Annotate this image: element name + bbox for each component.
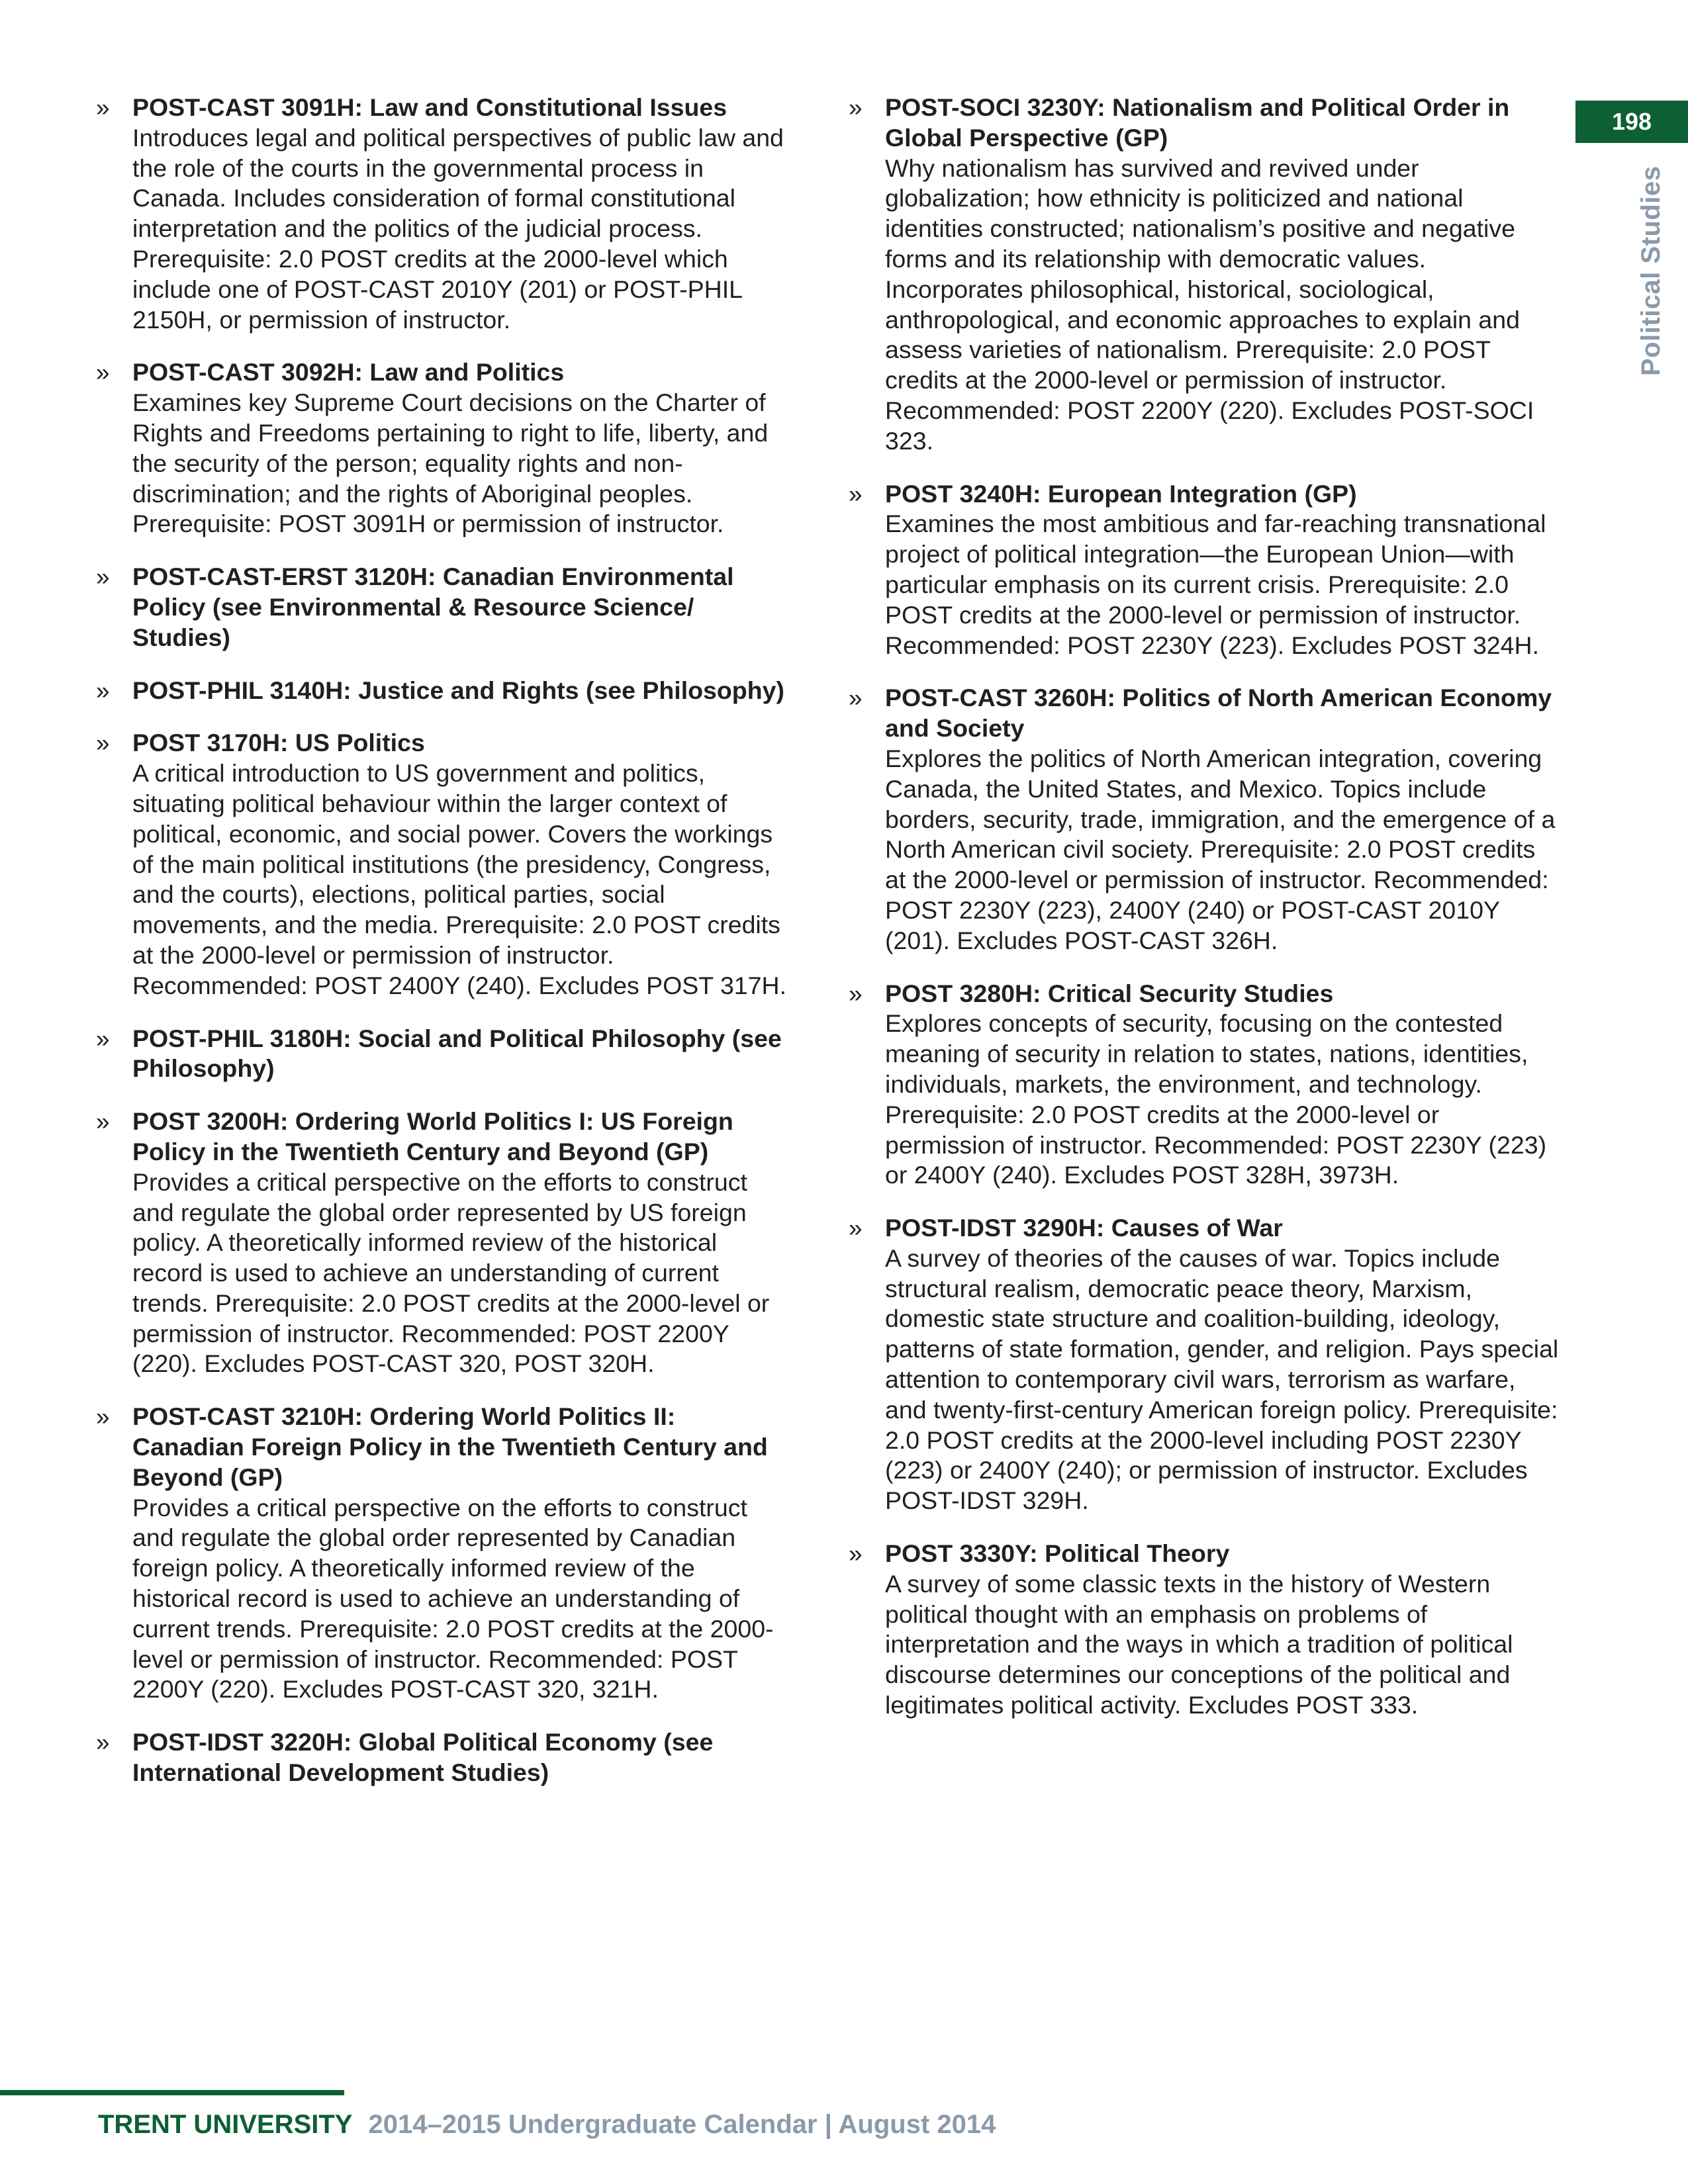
course-entry: [96, 1727, 788, 1788]
course-entry: [849, 683, 1560, 956]
course-entry: [849, 93, 1560, 457]
course-description: Explores concepts of security, focusing on the contested meaning of security in relation to states, nations, identities, individuals, markets, the environment, and technology. Prerequisite: 2.0 POST credits at the 2000-level or permission of instructor. Recommended: POST 2230Y (223) or 2400Y (240). Excludes POST 328H, 3973H.: [885, 1009, 1547, 1189]
course-entry: [96, 1107, 788, 1379]
bullet-icon: »: [849, 684, 863, 712]
course-description: Provides a critical perspective on the efforts to construct and regulate the global order represented by US foreign policy. A theoretically informed review of the historical record is used to achieve an understanding of current trends. Prerequisite: 2.0 POST credits at the 2000-level or permission of instructor. Recommended: POST 2200Y (220). Excludes POST-CAST 320, POST 320H.: [132, 1167, 770, 1378]
course-title: POST-IDST 3290H: Causes of War: [885, 1214, 1283, 1242]
course-title: POST-CAST-ERST 3120H: Canadian Environmental Policy (see Environmental & Resource Science/ Studies): [132, 563, 734, 651]
bullet-icon: »: [96, 729, 110, 757]
course-entry: [96, 728, 788, 1001]
footer-calendar: 2014–2015 Undergraduate Calendar | August 2014: [368, 2110, 996, 2139]
section-label: Political Studies: [1636, 165, 1665, 376]
left-column: [96, 93, 788, 1811]
footer-rule: [0, 2090, 344, 2095]
bullet-icon: »: [849, 480, 863, 508]
bullet-icon: »: [849, 94, 863, 121]
course-description: Examines key Supreme Court decisions on the Charter of Rights and Freedoms pertaining to right to life, liberty, and the security of the person; equality rights and non-discrimination; and the rights of Aboriginal peoples. Prerequisite: POST 3091H or permission of instructor.: [132, 388, 769, 538]
course-description: Introduces legal and political perspectives of public law and the role of the courts in the governmental process in Canada. Includes consideration of formal constitutional interpretation and the politics of the judicial process. Prerequisite: 2.0 POST credits at the 2000-level which include one of POST-CAST 2010Y (201) or POST-PHIL 2150H, or permission of instructor.: [132, 123, 784, 334]
bullet-icon: »: [96, 1024, 110, 1052]
course-title: POST-CAST 3092H: Law and Politics: [132, 358, 565, 387]
course-title: POST-PHIL 3140H: Justice and Rights (see Philosophy): [132, 676, 784, 704]
course-entry: [849, 479, 1560, 661]
bullet-icon: »: [96, 676, 110, 704]
course-title: POST-SOCI 3230Y: Nationalism and Political Order in Global Perspective (GP): [885, 93, 1510, 152]
course-entry: [849, 1213, 1560, 1516]
course-title: POST-PHIL 3180H: Social and Political Philosophy (see Philosophy): [132, 1024, 782, 1083]
course-description: Provides a critical perspective on the efforts to construct and regulate the global order represented by Canadian foreign policy. A theoretically informed review of the historical record is used to achieve an understanding of current trends. Prerequisite: 2.0 POST credits at the 2000-level or permission of instructor. Recommended: POST 2200Y (220). Excludes POST-CAST 320, 321H.: [132, 1493, 774, 1704]
course-entry: [96, 357, 788, 539]
bullet-icon: »: [849, 1540, 863, 1568]
footer: [98, 2110, 996, 2140]
bullet-icon: »: [96, 563, 110, 591]
course-description: Explores the politics of North American integration, covering Canada, the United States, and Mexico. Topics include borders, security, trade, immigration, and the emergence of a North American civil society. Prerequisite: 2.0 POST credits at the 2000-level or permission of instructor. Recommended: POST 2230Y (223), 2400Y (240) or POST-CAST 2010Y (201). Excludes POST-CAST 326H.: [885, 744, 1556, 954]
page-number: 198: [1575, 101, 1688, 143]
footer-org: TRENT UNIVERSITY: [98, 2110, 353, 2139]
bullet-icon: »: [96, 1108, 110, 1136]
course-title: POST 3240H: European Integration (GP): [885, 479, 1357, 508]
course-entry: [96, 676, 788, 706]
bullet-icon: »: [96, 94, 110, 121]
course-description: Why nationalism has survived and revived under globalization; how ethnicity is politicized and national identities constructed; nationalism’s positive and negative forms and its relationship with democratic values. Incorporates philosophical, historical, sociological, anthropological, and economic approaches to explain and assess varieties of nationalism. Prerequisite: 2.0 POST credits at the 2000-level or permission of instructor. Recommended: POST 2200Y (220). Excludes POST-SOCI 323.: [885, 154, 1534, 455]
course-entry: [96, 1024, 788, 1085]
course-title: POST 3200H: Ordering World Politics I: US Foreign Policy in the Twentieth Century and Beyond (GP): [132, 1107, 733, 1165]
bullet-icon: »: [849, 979, 863, 1007]
course-title: POST-IDST 3220H: Global Political Economy (see International Development Studies): [132, 1728, 714, 1787]
course-title: POST 3330Y: Political Theory: [885, 1539, 1230, 1568]
course-description: A critical introduction to US government and politics, situating political behaviour within the larger context of political, economic, and social power. Covers the workings of the main political institutions (the presidency, Congress, and the courts), elections, political parties, social movements, and the media. Prerequisite: 2.0 POST credits at the 2000-level or permission of instructor. Recommended: POST 2400Y (240). Excludes POST 317H.: [132, 759, 787, 999]
course-entry: [849, 979, 1560, 1191]
course-description: Examines the most ambitious and far-reaching transnational project of political integration—the European Union—with particular emphasis on its current crisis. Prerequisite: 2.0 POST credits at the 2000-level or permission of instructor. Recommended: POST 2230Y (223). Excludes POST 324H.: [885, 510, 1546, 659]
course-title: POST-CAST 3210H: Ordering World Politics II: Canadian Foreign Policy in the Twentieth Century and Beyond (GP): [132, 1402, 768, 1491]
course-entry: [96, 562, 788, 653]
bullet-icon: »: [96, 1403, 110, 1431]
course-title: POST-CAST 3260H: Politics of North American Economy and Society: [885, 684, 1552, 743]
bullet-icon: »: [849, 1214, 863, 1242]
course-title: POST-CAST 3091H: Law and Constitutional Issues: [132, 93, 727, 121]
course-entry: [96, 93, 788, 335]
bullet-icon: »: [96, 359, 110, 387]
right-column: [849, 93, 1560, 1743]
course-entry: [96, 1402, 788, 1705]
course-title: POST 3170H: US Politics: [132, 729, 425, 757]
course-description: A survey of some classic texts in the history of Western political thought with an emphasis on problems of interpretation and the ways in which a tradition of political discourse determines our conceptions of the political and legitimates political activity. Excludes POST 333.: [885, 1569, 1513, 1719]
course-entry: [849, 1539, 1560, 1721]
course-title: POST 3280H: Critical Security Studies: [885, 979, 1334, 1007]
course-description: A survey of theories of the causes of war. Topics include structural realism, democratic peace theory, Marxism, domestic state structure and coalition-building, ideology, patterns of state formation, gender, and religion. Pays special attention to contemporary civil wars, terrorism as warfare, and twenty-first-century American foreign policy. Prerequisite: 2.0 POST credits at the 2000-level including POST 2230Y (223) or 2400Y (240); or permission of instructor. Excludes POST-IDST 329H.: [885, 1244, 1559, 1515]
bullet-icon: »: [96, 1729, 110, 1756]
